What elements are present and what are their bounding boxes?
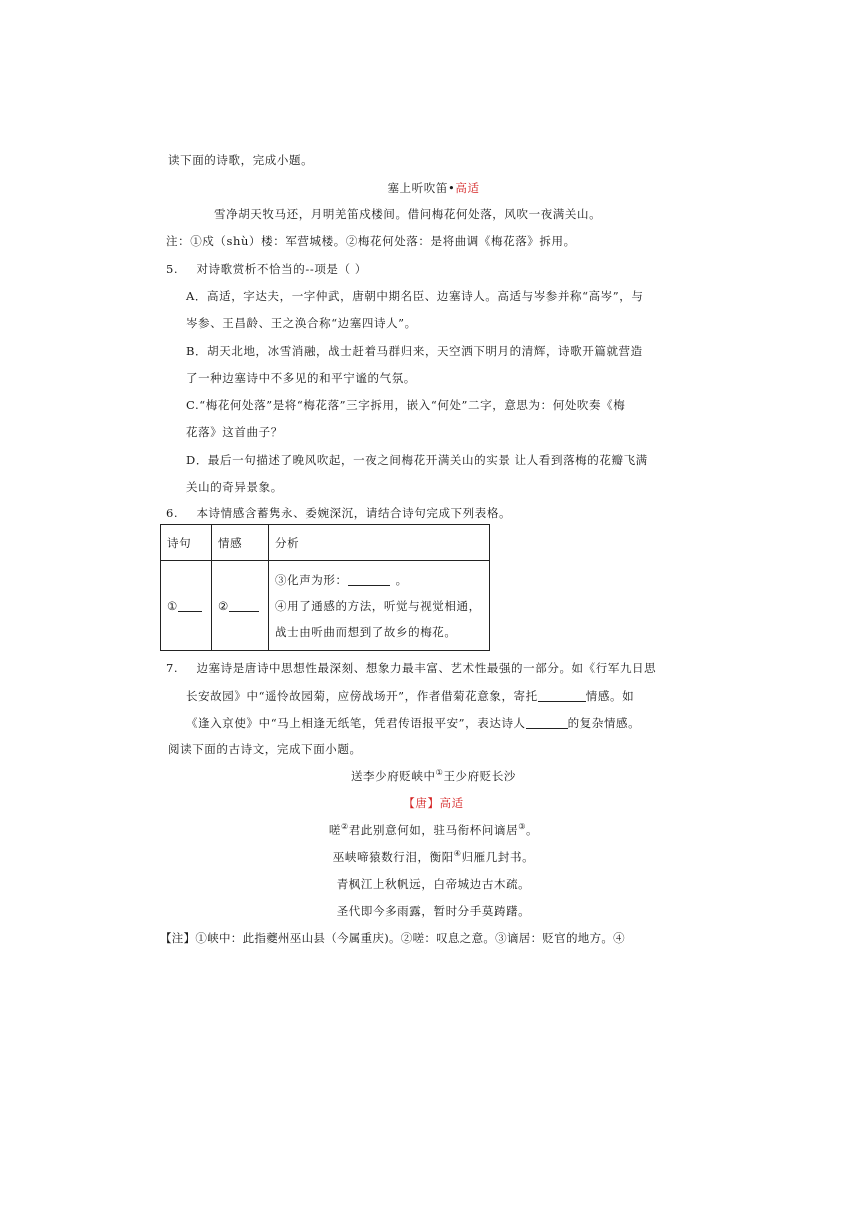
- poem2-note: 【注】①峡中：此指夔州巫山县（今属重庆)。②嗟：叹息之意。③谪居：贬官的地方。④: [160, 931, 625, 945]
- poem2-line-2-a: 巫峡啼猿数行泪，衡阳: [332, 850, 454, 864]
- emotion-blank-marker: ②: [218, 598, 229, 613]
- poem2-line-4: 圣代即今多雨露，暂时分手莫踌躇。: [336, 904, 531, 918]
- header-cell-verse: 诗句: [161, 525, 212, 561]
- emotion-blank-cell[interactable]: [212, 561, 269, 651]
- question-6-number: 6.: [166, 506, 179, 520]
- analysis-1-prefix: ③化声为形：: [275, 572, 348, 587]
- poem2-title-note-marker: ①: [435, 768, 444, 778]
- option-a-line-2: 岑参、王昌龄、王之涣合称“边塞四诗人”。: [186, 316, 417, 330]
- poem2-line-1-c: 。: [525, 823, 539, 837]
- answer-table-header-row: [161, 525, 490, 561]
- answer-table: [160, 524, 490, 651]
- header-cell-emotion: 情感: [212, 525, 269, 561]
- poem1-author: 高适: [455, 181, 480, 195]
- option-b-line-1: B．胡天北地，冰雪消融，战士赶着马群归来，天空洒下明月的清辉，诗歌开篇就营造: [186, 344, 643, 358]
- poem2-title-part-2: 王少府贬长沙: [443, 769, 517, 783]
- question-7-blank-2[interactable]: [526, 716, 568, 729]
- poem2-line-1-note-3: ③: [518, 822, 526, 832]
- question-6-stem: [166, 505, 511, 521]
- poem1-body: 雪净胡天牧马还，月明羌笛戍楼间。借问梅花何处落，风吹一夜满关山。: [214, 207, 602, 221]
- poem2-line-1-b: 君此别意何如，驻马衔杯问谪居: [348, 823, 519, 837]
- poem2-line-1: [0, 822, 867, 838]
- question-7-text-1: 边塞诗是唐诗中思想性最深刻、想象力最丰富、艺术性最强的一部分。如《行军九日思: [196, 661, 657, 675]
- question-5-number: 5.: [166, 262, 179, 276]
- question-7-text-3b: 的复杂情感。: [567, 716, 641, 730]
- header-cell-analysis: 分析: [269, 525, 490, 561]
- reading-instruction-1: 读下面的诗歌，完成小题。: [168, 153, 314, 167]
- option-b-line-2: 了一种边塞诗中不多见的和平宁谧的气氛。: [186, 371, 416, 385]
- verse-blank[interactable]: [178, 599, 202, 612]
- question-7-line-3: [186, 715, 640, 731]
- question-7-blank-1[interactable]: [538, 689, 586, 702]
- verse-blank-marker: ①: [167, 598, 178, 613]
- question-7-number: 7.: [166, 661, 179, 675]
- option-a-line-1: A．高适，字达夫，一字仲武，唐朝中期名臣、边塞诗人。高适与岑参并称“高岑”，与: [186, 289, 644, 303]
- analysis-line-2: ④用了通感的方法，听觉与视觉相通，: [275, 598, 481, 613]
- poem1-note: 注：①戍（shù）楼：军营城楼。②梅花何处落：是将曲调《梅花落》拆用。: [166, 234, 576, 248]
- question-7-text-2b: 情感。如: [585, 689, 635, 703]
- question-7-line-2: [186, 688, 634, 704]
- question-7-text-2a: 长安故园》中“遥怜故园菊，应傍战场开”，作者借菊花意象，寄托: [186, 689, 538, 703]
- poem2-line-1-note-2: ②: [341, 822, 349, 832]
- question-5-stem: [166, 261, 367, 277]
- poem1-title-line: [0, 180, 867, 196]
- poem2-dynasty-author: 【唐】高适: [403, 796, 464, 810]
- poem2-line-2-note-4: ④: [453, 849, 462, 859]
- answer-table-row: [161, 561, 490, 651]
- question-6-text: 本诗情感含蓄隽永、委婉深沉，请结合诗句完成下列表格。: [196, 506, 512, 520]
- poem1-title: 塞上听吹笛: [387, 181, 448, 195]
- analysis-line-1: [275, 567, 489, 593]
- poem2-line-2: [0, 849, 867, 865]
- poem2-line-3: 青枫江上秋帆远，白帝城边古木疏。: [336, 877, 531, 891]
- poem2-title: [0, 768, 867, 784]
- reading-instruction-2: 阅读下面的古诗文，完成下面小题。: [168, 742, 362, 756]
- option-d-line-1: D．最后一句描述了晚风吹起，一夜之间梅花开满关山的实景 让人看到落梅的花瓣飞满: [186, 453, 648, 467]
- analysis-line-3: 战士由听曲而想到了故乡的梅花。: [275, 624, 457, 639]
- poem2-line-2-b: 归雁几封书。: [461, 850, 535, 864]
- question-7-line-1: [166, 660, 656, 676]
- question-7-text-3a: 《逢入京使》中“马上相逢无纸笔，凭君传语报平安”，表达诗人: [186, 716, 526, 730]
- question-5-text: 对诗歌赏析不恰当的--项是（ ）: [196, 262, 367, 276]
- option-c-line-1: C.“梅花何处落”是将“梅花落”三字拆用，嵌入“何处”二字，意思为：何处吹奏《梅: [186, 398, 626, 412]
- poem1-title-separator: •: [447, 181, 456, 195]
- emotion-blank[interactable]: [229, 599, 259, 612]
- poem2-title-part-1: 送李少府贬峡中: [350, 769, 436, 783]
- poem2-line-1-a: 嗟: [328, 823, 342, 837]
- verse-blank-cell[interactable]: [161, 561, 212, 651]
- option-d-line-2: 关山的奇异景象。: [186, 480, 283, 494]
- analysis-1-suffix: 。: [395, 572, 408, 587]
- analysis-cell: [269, 561, 490, 651]
- analysis-blank[interactable]: [348, 573, 390, 586]
- option-c-line-2: 花落》这首曲子？: [186, 425, 283, 439]
